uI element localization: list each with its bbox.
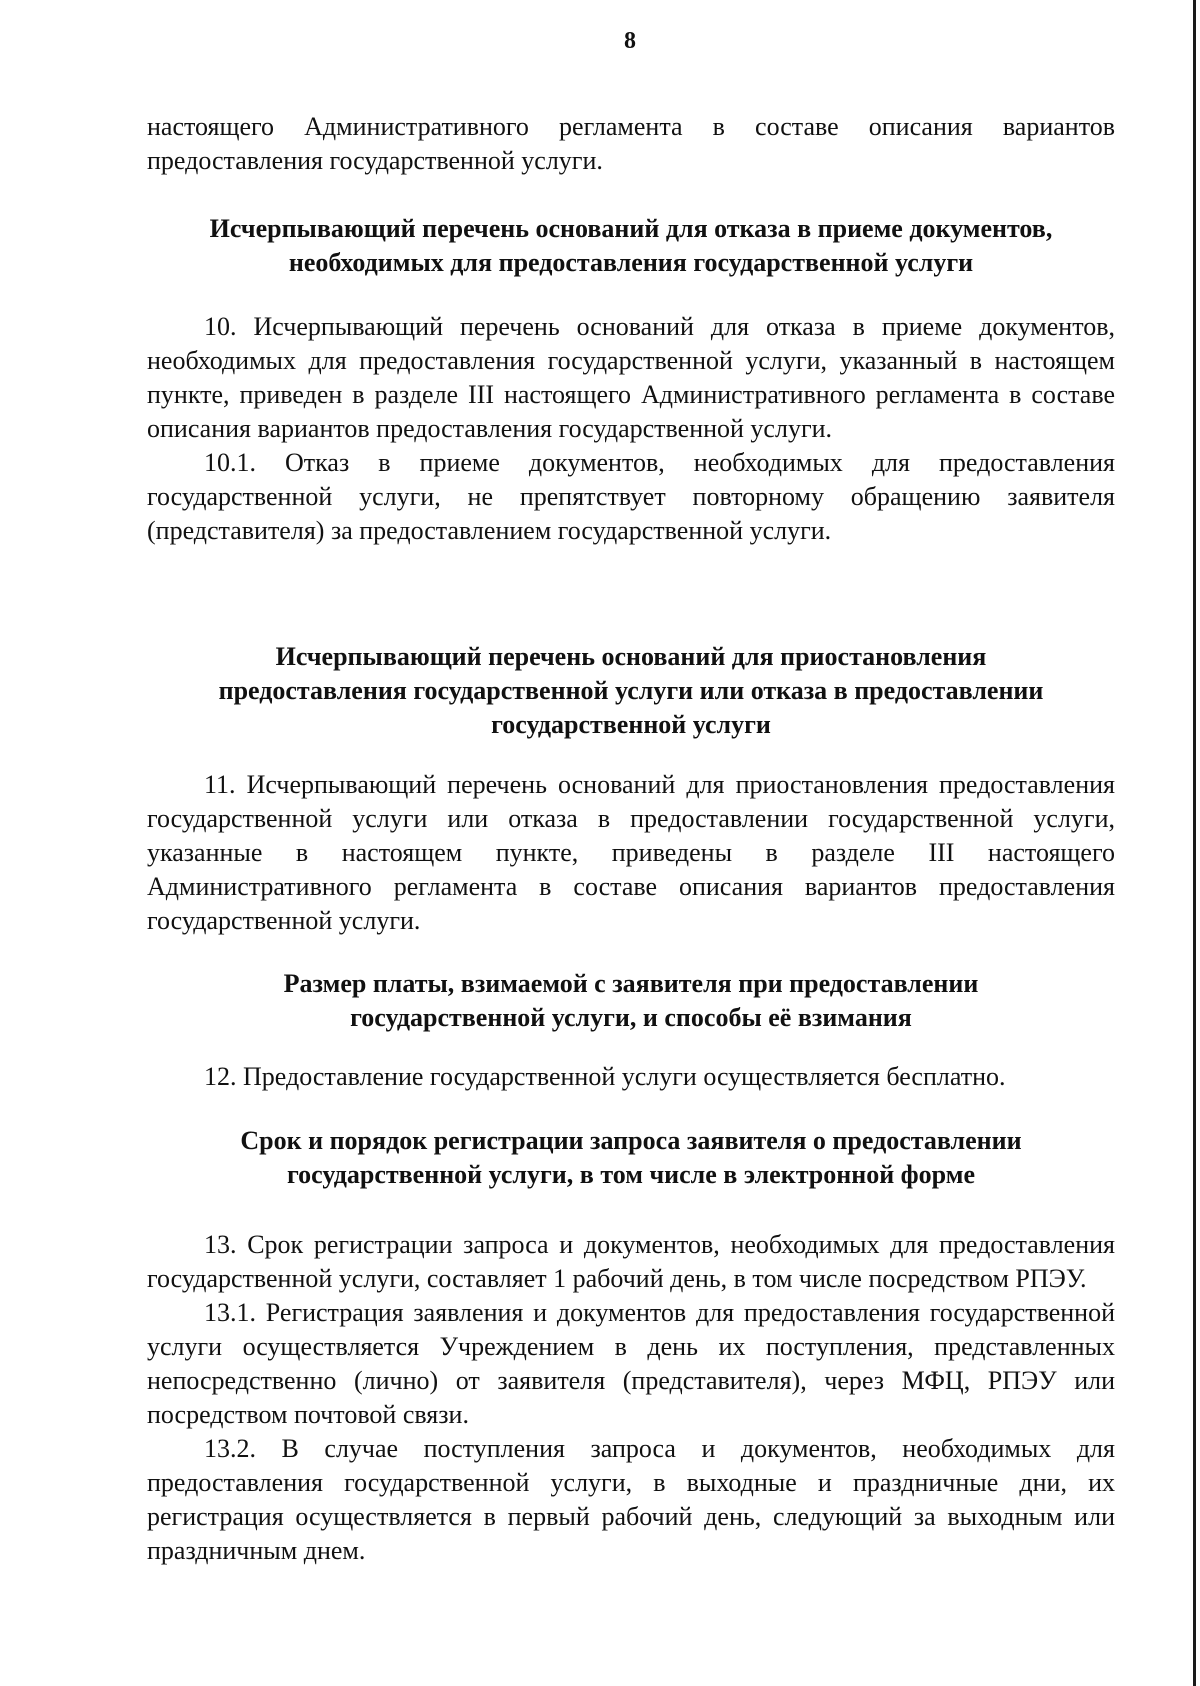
section-11-body — [147, 768, 1115, 938]
section-11-heading — [147, 640, 1115, 742]
section-12-heading-line: государственной услуги, и способы её взимания — [350, 1003, 912, 1032]
section-11-heading-line: Исчерпывающий перечень оснований для приостановления — [275, 642, 987, 671]
paragraph-13-1: 13.1. Регистрация заявления и документов для предоставления государственной услуги осуществляется Учреждением в день их поступления, представленных непосредственно (лично) от заявителя (представителя), через МФЦ, РПЭУ или посредством почтовой связи. — [147, 1298, 1115, 1429]
section-13-body — [147, 1228, 1115, 1568]
paragraph-10-1: 10.1. Отказ в приеме документов, необходимых для предоставления государственной услуги, не препятствует повторному обращению заявителя (представителя) за предоставлением государственной услуги. — [147, 448, 1115, 545]
section-13-heading-line: Срок и порядок регистрации запроса заявителя о предоставлении — [240, 1126, 1022, 1155]
intro-paragraph-block — [147, 110, 1115, 178]
section-11-heading-line: государственной услуги — [491, 710, 771, 739]
section-10-heading — [147, 212, 1115, 280]
paragraph-10: 10. Исчерпывающий перечень оснований для отказа в приеме документов, необходимых для предоставления государственной услуги, указанный в настоящем пункте, приведен в разделе III настоящего Административного регламента в составе описания вариантов предоставления государственной услуги. — [147, 312, 1115, 443]
section-13-heading — [147, 1124, 1115, 1192]
page-number: 8 — [624, 28, 636, 54]
intro-paragraph: настоящего Административного регламента в составе описания вариантов предоставления государственной услуги. — [147, 112, 1115, 175]
section-10-heading-line: необходимых для предоставления государственной услуги — [288, 248, 974, 277]
section-12-body — [147, 1060, 1115, 1094]
paragraph-13: 13. Срок регистрации запроса и документов, необходимых для предоставления государственной услуги, составляет 1 рабочий день, в том числе посредством РПЭУ. — [147, 1230, 1115, 1293]
paragraph-12: 12. Предоставление государственной услуги осуществляется бесплатно. — [204, 1062, 1006, 1091]
section-12-heading — [147, 967, 1115, 1035]
paragraph-13-2: 13.2. В случае поступления запроса и документов, необходимых для предоставления государственной услуги, в выходные и праздничные дни, их регистрация осуществляется в первый рабочий день, следующий за выходным или праздничным днем. — [147, 1434, 1115, 1565]
section-10-body — [147, 310, 1115, 548]
section-12-heading-line: Размер платы, взимаемой с заявителя при предоставлении — [283, 969, 979, 998]
scan-edge-line — [1193, 0, 1196, 1686]
section-13-heading-line: государственной услуги, в том числе в электронной форме — [287, 1160, 975, 1189]
section-11-heading-line: предоставления государственной услуги или отказа в предоставлении — [218, 676, 1044, 705]
paragraph-11: 11. Исчерпывающий перечень оснований для приостановления предоставления государственной услуги или отказа в предоставлении государственной услуги, указанные в настоящем пункте, приведены в разделе III настоящего Административного регламента в составе описания вариантов предоставления государственной услуги. — [147, 770, 1115, 935]
section-10-heading-line: Исчерпывающий перечень оснований для отказа в приеме документов, — [209, 214, 1053, 243]
